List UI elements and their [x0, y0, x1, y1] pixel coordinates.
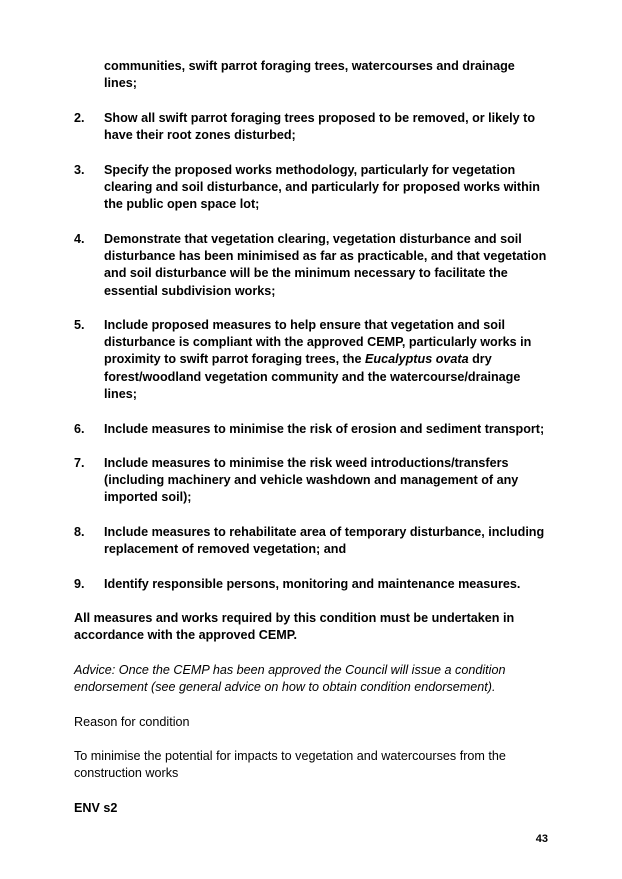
list-item-6 — [74, 421, 550, 438]
item-text: Identify responsible persons, monitoring and maintenance measures. — [104, 577, 521, 591]
item-number: 6. — [74, 422, 85, 436]
reason-heading: Reason for condition — [74, 715, 190, 729]
item-number: 7. — [74, 456, 85, 470]
list-item-2 — [74, 110, 550, 144]
item-number: 9. — [74, 577, 85, 591]
advice-note: Advice: Once the CEMP has been approved the Council will issue a condition endorsement (see general advice on how to obtain condition endorsement). — [74, 663, 506, 695]
item-text-after: dry forest/woodland vegetation community and the watercourse/drainage lines; — [104, 352, 521, 401]
section-code: ENV s2 — [74, 801, 118, 815]
list-item-3 — [74, 162, 550, 214]
list-item-5 — [74, 317, 550, 403]
item-number: 8. — [74, 525, 85, 539]
list-item-7 — [74, 455, 550, 507]
item-number: 2. — [74, 111, 85, 125]
item-number: 5. — [74, 318, 85, 332]
item-number: 4. — [74, 232, 85, 246]
item-text: Include measures to rehabilitate area of temporary disturbance, including replacement of removed vegetation; and — [104, 525, 545, 557]
list-item-9 — [74, 576, 550, 593]
continuation-text: communities, swift parrot foraging trees, watercourses and drainage lines; — [104, 59, 515, 91]
item-text-before: Include proposed measures to help ensure that vegetation and soil disturbance is compliant with the approved CEMP, particularly works in proximity to swift parrot foraging trees, the — [104, 318, 532, 367]
item-text: Include measures to minimise the risk weed introductions/transfers (including machinery and vehicle washdown and management of any imported soil); — [104, 456, 519, 505]
list-item-4 — [74, 231, 550, 300]
item-number: 3. — [74, 163, 85, 177]
reason-text: To minimise the potential for impacts to vegetation and watercourses from the construction works — [74, 749, 506, 781]
page-number: 43 — [535, 833, 548, 845]
species-name: Eucalyptus ovata — [365, 352, 469, 367]
list-item-8 — [74, 524, 550, 558]
item-text: Show all swift parrot foraging trees proposed to be removed, or likely to have their root zones disturbed; — [104, 111, 536, 143]
item-text: Demonstrate that vegetation clearing, vegetation disturbance and soil disturbance has been minimised as far as practicable, and that vegetation and soil disturbance will be the minimum necessary to facilitate the essential subdivision works; — [104, 232, 547, 298]
item-text: Specify the proposed works methodology, particularly for vegetation clearing and soil disturbance, and particularly for proposed works within the public open space lot; — [104, 163, 540, 212]
item-text: Include measures to minimise the risk of erosion and sediment transport; — [104, 422, 545, 436]
all-measures-statement: All measures and works required by this condition must be undertaken in accordance with the approved CEMP. — [74, 611, 515, 643]
item-text — [104, 317, 550, 403]
